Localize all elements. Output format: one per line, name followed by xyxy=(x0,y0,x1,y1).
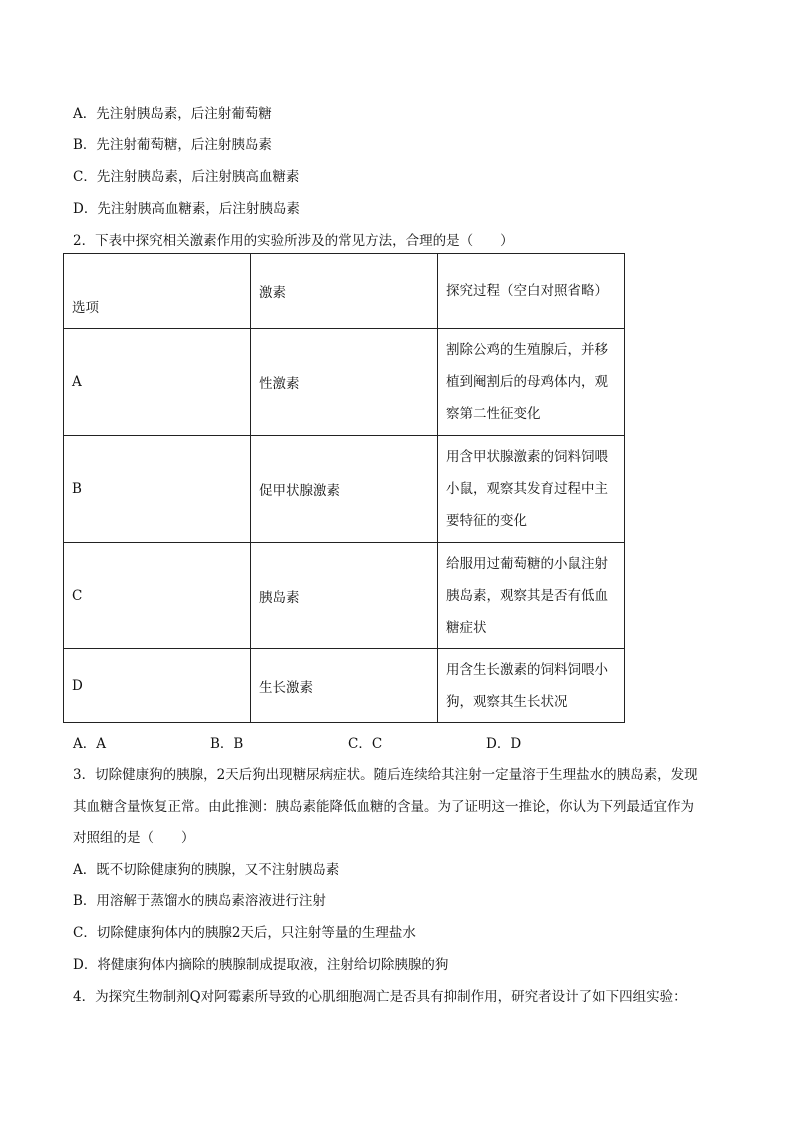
q1-option-b: B．先注射葡萄糖，后注射胰岛素 xyxy=(73,137,272,153)
q3-option-b: B．用溶解于蒸馏水的胰岛素溶液进行注射 xyxy=(73,893,326,909)
row-hormone: 胰岛素 xyxy=(251,543,438,649)
q1-option-d: D．先注射胰高血糖素，后注射胰岛素 xyxy=(73,201,300,217)
q4-stem: 4．为探究生物制剂Q对阿霉素所导致的心肌细胞凋亡是否具有抑制作用，研究者设计了如下四组实验： xyxy=(73,989,687,1005)
row-process: 用含甲状腺激素的饲料饲喂小鼠，观察其发育过程中主要特征的变化 xyxy=(438,436,625,543)
q2-answer-c: C．C xyxy=(348,736,383,752)
q1-option-a: A．先注射胰岛素，后注射葡萄糖 xyxy=(73,106,272,122)
row-option: D xyxy=(64,649,251,723)
q3-stem-line-1: 3．切除健康狗的胰腺，2天后狗出现糖尿病症状。随后连续给其注射一定量溶于生理盐水的胰岛素，发现 xyxy=(73,767,698,783)
q3-option-a: A．既不切除健康狗的胰腺，又不注射胰岛素 xyxy=(73,862,340,878)
q1-option-c: C．先注射胰岛素，后注射胰高血糖素 xyxy=(73,169,300,185)
row-hormone: 性激素 xyxy=(251,329,438,436)
q2-table xyxy=(63,253,625,723)
header-option: 选项 xyxy=(64,254,251,329)
row-process: 给服用过葡萄糖的小鼠注射胰岛素，观察其是否有低血糖症状 xyxy=(438,543,625,649)
row-option: C xyxy=(64,543,251,649)
q3-stem-line-2: 其血糖含量恢复正常。由此推测：胰岛素能降低血糖的含量。为了证明这一推论，你认为下列最适宜作为 xyxy=(73,799,694,815)
q3-option-d: D．将健康狗体内摘除的胰腺制成提取液，注射给切除胰腺的狗 xyxy=(73,957,449,973)
table-row xyxy=(64,649,625,723)
row-process: 割除公鸡的生殖腺后，并移植到阉割后的母鸡体内，观察第二性征变化 xyxy=(438,329,625,436)
row-option: B xyxy=(64,436,251,543)
table-row xyxy=(64,436,625,543)
q3-option-c: C．切除健康狗体内的胰腺2天后，只注射等量的生理盐水 xyxy=(73,925,416,941)
q2-answer-b: B．B xyxy=(210,736,244,752)
row-hormone: 促甲状腺激素 xyxy=(251,436,438,543)
row-process: 用含生长激素的饲料饲喂小狗，观察其生长状况 xyxy=(438,649,625,723)
q2-answer-d: D．D xyxy=(486,736,522,752)
table-row xyxy=(64,329,625,436)
q2-answer-a: A．A xyxy=(73,736,106,752)
q3-stem-line-3: 对照组的是（ ） xyxy=(73,830,195,846)
header-process: 探究过程（空白对照省略） xyxy=(438,254,625,329)
table-row xyxy=(64,543,625,649)
row-hormone: 生长激素 xyxy=(251,649,438,723)
row-option: A xyxy=(64,329,251,436)
table-header-row xyxy=(64,254,625,329)
q2-stem: 2．下表中探究相关激素作用的实验所涉及的常见方法，合理的是（ ） xyxy=(73,233,514,249)
header-hormone: 激素 xyxy=(251,254,438,329)
